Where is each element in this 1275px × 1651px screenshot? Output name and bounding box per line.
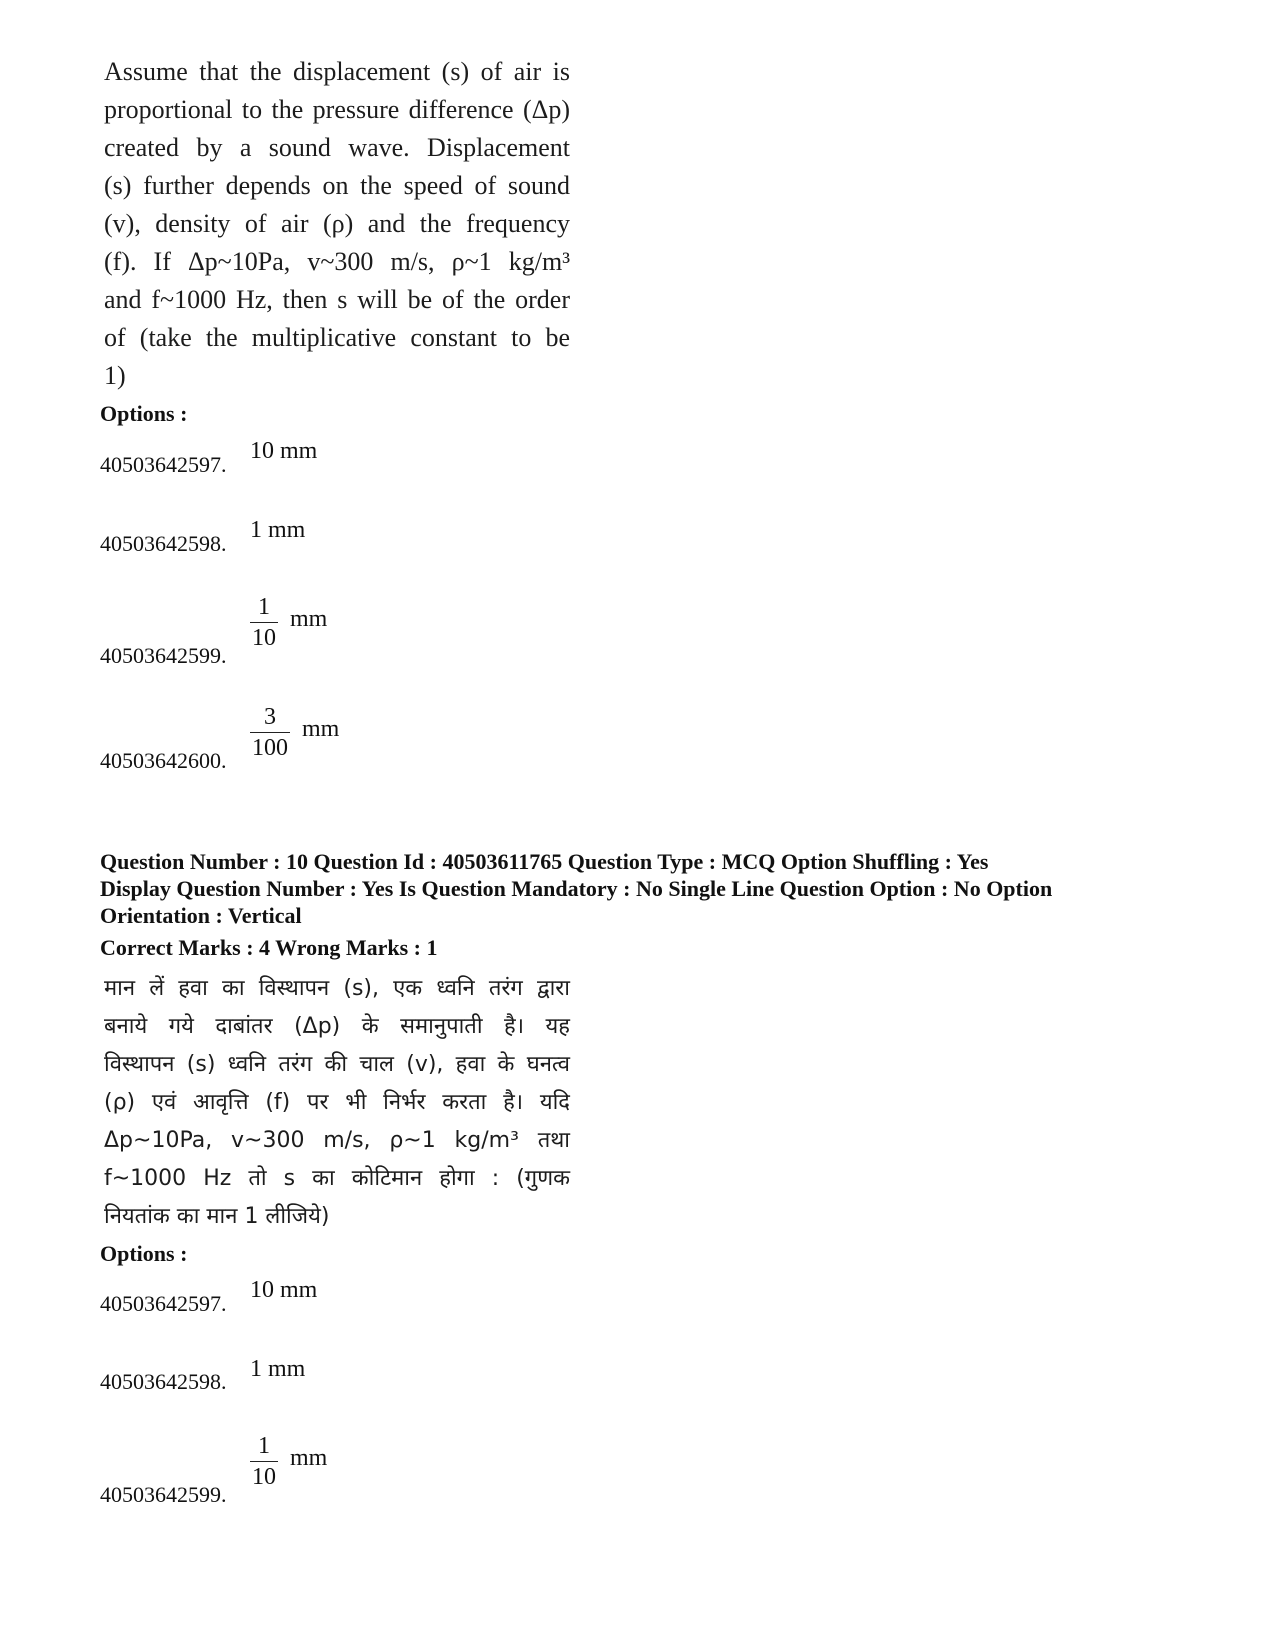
option-id: 40503642598. xyxy=(100,531,227,556)
question-line: (f). If Δp~10Pa, v~300 m/s, ρ~1 kg/m³ xyxy=(104,247,570,276)
question-line: of (take the multiplicative constant to be xyxy=(104,323,570,352)
question-line: Δp~10Pa, v~300 m/s, ρ~1 kg/m³ तथा xyxy=(104,1128,570,1153)
fraction-unit: mm xyxy=(290,606,328,632)
fraction-denominator: 10 xyxy=(252,1464,276,1490)
question-line: (s) further depends on the speed of sound xyxy=(104,171,570,200)
option-value: 1 mm xyxy=(250,517,306,543)
option-id: 40503642597. xyxy=(100,1291,227,1316)
question-meta-line: Orientation : Vertical xyxy=(100,903,302,928)
question-line: f~1000 Hz तो s का कोटिमान होगा : (गुणक xyxy=(104,1166,570,1191)
option-id: 40503642600. xyxy=(100,748,227,773)
question-line: 1) xyxy=(104,361,126,390)
fraction-denominator: 10 xyxy=(252,625,276,651)
option-fraction xyxy=(250,1431,327,1492)
question-line: proportional to the pressure difference (Δp) xyxy=(104,95,570,124)
option-value: 10 mm xyxy=(250,438,318,464)
question-line: (ρ) एवं आवृत्ति (f) पर भी निर्भर करता है। यदि xyxy=(104,1090,570,1115)
question-meta-line: Display Question Number : Yes Is Question Mandatory : No Single Line Question Option : No Option xyxy=(100,876,1053,901)
question-line: (v), density of air (ρ) and the frequency xyxy=(104,209,570,238)
option-id: 40503642599. xyxy=(100,1482,227,1507)
marks-line: Correct Marks : 4 Wrong Marks : 1 xyxy=(100,935,438,960)
question-line: बनाये गये दाबांतर (Δp) के समानुपाती है। यह xyxy=(104,1014,570,1039)
option-id: 40503642598. xyxy=(100,1369,227,1394)
option-fraction xyxy=(250,702,339,763)
question-meta-line: Question Number : 10 Question Id : 40503611765 Question Type : MCQ Option Shuffling : Yes xyxy=(100,849,989,874)
options-label: Options : xyxy=(100,1241,188,1266)
option-fraction xyxy=(250,592,327,653)
question-line: मान लें हवा का विस्थापन (s), एक ध्वनि तरंग द्वारा xyxy=(104,976,570,1001)
question-meta xyxy=(100,848,1180,929)
fraction-unit: mm xyxy=(290,1445,328,1471)
question-line: विस्थापन (s) ध्वनि तरंग की चाल (v), हवा के घनत्व xyxy=(104,1052,570,1077)
option-value: 1 mm xyxy=(250,1356,306,1382)
question-line: created by a sound wave. Displacement xyxy=(104,133,570,162)
option-id: 40503642597. xyxy=(100,452,227,477)
question-line: नियतांक का मान 1 लीजिये) xyxy=(104,1204,330,1229)
fraction-numerator: 3 xyxy=(264,704,276,730)
question-line: and f~1000 Hz, then s will be of the order xyxy=(104,285,570,314)
option-id: 40503642599. xyxy=(100,643,227,668)
option-value: 10 mm xyxy=(250,1277,318,1303)
fraction-denominator: 100 xyxy=(252,735,288,761)
question-text-en xyxy=(104,53,570,395)
fraction-unit: mm xyxy=(302,716,340,742)
fraction-numerator: 1 xyxy=(258,594,270,620)
options-label: Options : xyxy=(100,401,188,426)
question-text-hi xyxy=(104,970,570,1236)
fraction-numerator: 1 xyxy=(258,1433,270,1459)
question-line: Assume that the displacement (s) of air is xyxy=(104,57,570,86)
